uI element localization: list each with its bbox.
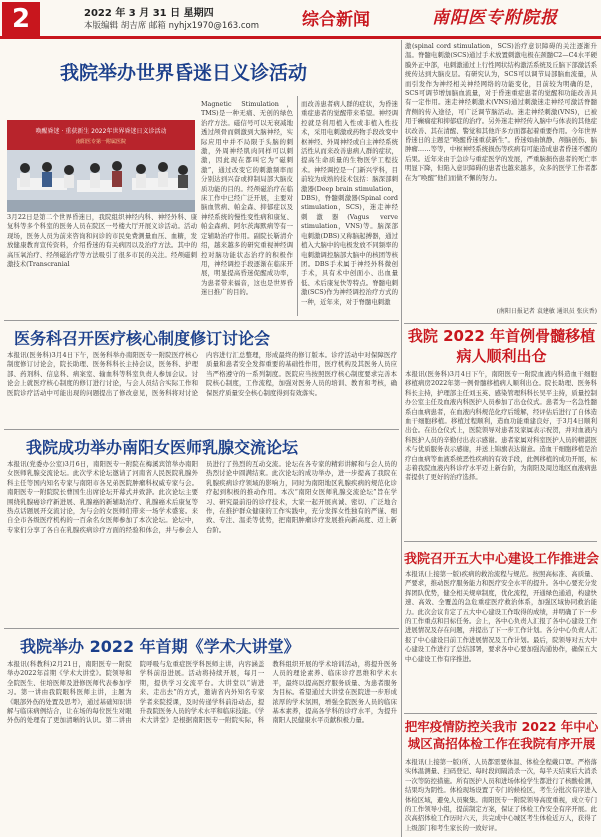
section-divider <box>4 628 399 629</box>
section-divider <box>4 429 399 430</box>
issue-date: 2022 年 3 月 31 日 星期四 <box>84 8 214 19</box>
masthead-rule <box>0 36 601 39</box>
photo-banner-text: 唤醒昏迷 · 重获新生 2022年世界昏迷日义诊活动 <box>35 128 167 135</box>
article-breast-forum-headline: 我院成功举办南阳女医师乳腺交流论坛 <box>26 438 299 457</box>
page-column-divider <box>401 40 402 837</box>
article-coma-day-headline: 我院举办世界昏迷日义诊活动 <box>60 62 308 84</box>
article-coma-day-byline: (南阳日报记者 袁建敏 通讯员 张庆香) <box>496 308 597 315</box>
article-exam-checkup-headline: 把牢疫情防控关我市 2022 年中心城区高招体检工作在我院有序开展 <box>404 719 599 751</box>
article-five-centers-body: 本报讯(上接第一版)疾病的救治流程与规范。按照高标准、高质量、严要求，推动医疗服务能力和医疗安全水平的提升。各中心要充分发挥团队优势，健全相关规章制度，优化流程，开通绿色通道，构建快速、高效、全覆盖的急危重症医疗救治体系，加强区域协同救治能力。此次会议肯定了五大中心建设工作取得的成绩，并明确了下一步的工作重点和目标任务。会上，各中心负责人汇报了各中心建设工作进展情况及存在问题，并提出了下一步工作计划。各分中心负责人汇报了中心建设目前工作进展情况及工作计划。最后，院领导对五大中心建设工作进行了总结部署，要求各中心要加强沟通协作，确保五大中心建设工作有序推进。 <box>405 570 597 663</box>
article-coma-day-col2: Magnetic Stimulation，TMS)是一种无痛、无创的绿色治疗方法。磁信号可以无衰减地透过颅骨而刺激到大脑神经，实际应用中并不局限于头脑的刺激，外周神经肌肉同样可以刺激，因此现在都叫它为“磁刺激”，通过改变它的刺激频率而分别达到兴奋或抑制局部大脑皮质功能的目的。经颅磁治疗在临床工作中已经广泛开展，主要对脑血管病、帕金森、抑郁症以及神经系统的慢性变性病和康复、帕金森病、阿尔茨海默病等有一定辅助治疗作用。副院长靳清介绍，越来越多的研究重视神经调控对脑功能状态治疗的积极作用，神经调控手段逐渐在临床开展，明显提高昏迷促醒成功率，为患者带来福音，这也是世界昏迷日推广的目的。 <box>201 100 293 297</box>
event-photo <box>7 120 195 212</box>
masthead <box>0 0 601 40</box>
article-exam-checkup-body: 本报讯(上接第一版)所、人员都需要体温、体检全程戴口罩。严格落实体温测量、扫码登记、每时段间隔消杀一次，每半天结束后大消杀一次等防控措施。所有医护人员和进场体检学生都进行了核酸检测，结果均为阴性。体检现场设置了专门的候检区，考生分批次有序进入体检区域，避免人员聚集。南阳医专一附院领导高度重视，成立专门的工作领导小组，提前制定方案，保证了体检工作安全有序开展。此次高招体检工作历时六天，共完成中心城区考生体检近万人，获得了上级部门和考生家长的一致好评。 <box>405 758 597 832</box>
section-divider <box>4 320 399 321</box>
section-divider <box>404 323 597 324</box>
paper-name: 南阳医专附院报 <box>432 8 558 28</box>
article-lecture-body: 本报讯(科教科)2月21日，南阳医专一附院举办2022年首期《学术大讲堂》。院领导和全院医生、住培医师及进修医师代表参加学习。第一讲由我院眼科医师主讲，主题为《眼部外伤的处置及思考》，通过基础知识讲解与临床病例结合，让在场的每位医生对眼外伤的处理有了更加清晰的认识。第二讲由院呼吸与危重症医学科医师主讲，内容涵盖学科前沿进展。活动将持续开展，每月一期，提供学习交流平台。大讲堂以“请进来、走出去”的方式，邀请省内外知名专家学者来院授课，及时传递学科前沿动态，提升我院医务人员的学术水平和临床技能。《学术大讲堂》是根据南阳医专一附院实际，科教科组织开展的学术培训活动，将提升医务人员的理论素养、临床诊疗思维和学术水平，最终以提高医疗服务质量、为患者服务为目标。希望通过大讲堂在医院进一步形成浓厚的学术氛围，增强全院医务人员的临床基本素养，提高各学科的诊疗水平，为提升南阳人民健康水平贡献积极力量。 <box>7 660 397 725</box>
article-coma-day-col4: 激(spinal cord stimulation，SCS)治疗意识障碍的关注逐渐升温。脊髓电刺激(SCS)通过手术放置刺激电极在颈髓C2—C4水平硬膜外正中部，电刺激通过上行性网状结构激活系统及丘脑下部激活系统传达到大脑皮层。有研究认为，SCS可以调节局部脑血流量，从而引发作为神经相关神经网络的功能变化，目前较为明确的是，SCS可调节增加脑血流量，对于昏迷重症患者的觉醒和功能改善具有一定作用。迷走神经刺激术(VNS)通过刺激迷走神经可激活脊髓背侧的传入途径，可广泛调节脑活动。迷走神经刺激(VNS)，已被用于癫痫症和抑郁症的治疗。另外迷走神经传入脑中与体表的其他症状改善、其在清醒、警觉和其他许多方面都起着重要作用。今年世界昏迷日的主题是“唤醒昏迷重获新生”。昏迷如曲镇静、颅脑创伤、脑肿瘤……等等，中枢神经系统损伤等疾病有可能造成患者昏迷不醒的后果。近年来由于急诊与重症医学的发展，严重脑损伤患者的死亡率明显下降，但陷入意识障碍的患者也越来越多，众多的医学工作者都在为“唤醒”他们而做不懈的努力。 <box>405 42 597 182</box>
article-lecture-headline: 我院举办 2022 年首期《学术大讲堂》 <box>20 637 300 656</box>
article-five-centers-headline: 我院召开五大中心建设工作推进会 <box>404 552 600 567</box>
article-bone-marrow-body: 本报讯(医务科)3月4日下午，南阳医专一附院血液内科造血干细胞移植病房2022年第一例骨髓移植病人顺利出仓。院长助理、医务科科长主持，护理部主任刘玉英、感染管理科科长吴平主持，质量控制办公室主任及血液内科医护人员参加了出仓仪式。患者为一名急性髓系白血病患者，在血液内科规范化疗后缓解，经评估后进行了自体造血干细胞移植。移植过程顺利，造血功能重建良好，于3月4日顺利出仓。在出仓仪式上，医院领导对患者及家属表示祝贺，并对血液内科医护人员的辛勤付出表示感谢。患者家属对科室医护人员的精湛医术与优质服务表示感谢，并送上锦旗表达谢意。造血干细胞移植是治疗白血病等血液系统恶性疾病的有效手段，此例移植的成功开展，标志着我院血液内科诊疗水平迈上新台阶，为南阳及周边地区血液病患者提供了更好的治疗选择。 <box>405 370 597 482</box>
section-title: 综合新闻 <box>302 10 370 30</box>
article-coma-day-col1: 3月22日是第二个世界昏迷日，我院组织神经内科、神经外科、康复科等多个科室的医务人员在院区一号楼大厅开展义诊活动。活动现场，医务人员为前来咨询和问诊的市民免费测量血压、血糖，发放健康教育宣传资料，介绍昏迷的有关病因以及治疗方法。其中的高压氧治疗、经颅磁治疗等方法吸引了很多市民的关注。经颅磁刺激技术(Transcranial <box>7 213 197 269</box>
event-photo-image <box>7 120 195 212</box>
page-number: 2 <box>2 2 40 36</box>
column-divider <box>297 96 298 316</box>
article-coma-day-col3: 而改善患者病人群的症状，为昏迷重症患者的觉醒带来希望。神经调控就是利用植入性或非植入性技术，采用电刺激或药物手段改变中枢神经、外周神经或自主神经系统活性从而来改善患病人群的症状，提高生命质量的生物医学工程技术。神经调控是一门新兴学科，目前较为成熟的技术包括：脑深部刺激器(Deep brain stimulation，DBS)，脊髓刺激器(Spinal cord stimulation，SCS)，迷走神经刺激器(Vagus verve stimulation，VNS)等。脑深部电刺激(DBS)又称脑起搏器，通过植入大脑中的电极发放不同频率的电刺激调控脑部大脑中的核团等核团。DBS手术属于神经外科微创手术，具有术中创面小、出血量低、术后康复快等特点。脊髓电刺激(SCS)作为神经调控治疗方式的一种，近年来，对于脊髓电刺激 <box>301 100 398 306</box>
photo-banner-subtext: 南阳医专第一附属医院 <box>75 139 127 145</box>
article-bone-marrow-headline: 我院 2022 年首例骨髓移植病人顺利出仓 <box>407 327 596 365</box>
section-divider <box>404 713 597 714</box>
article-core-system-headline: 医务科召开医疗核心制度修订讨论会 <box>14 329 271 348</box>
article-core-system-body: 本报讯(医务科)3月4日下午，医务科举办南阳医专一附院医疗核心制度修订讨论会，院长助理、医务科科长主持会议，医务科、护理部、药剂科、信息科、病案室、输血科等科室负责人参加会议。讨论会上就医疗核心制度的修订进行讨论，与会人员结合实际工作和医院诊疗活动中可能出现的问题提出了修改意见，医务科将对讨论内容进行汇总整理，形成最终的修订版本。诊疗活动中对保障医疗质量和患者安全发挥重要的基础性作用，医疗机构及其医务人员应当严格遵守的一系列制度。医院应当按照医疗核心制度要求完善本院核心制度，工作流程，加强对医务人员的培训、教育和考核，确保医疗质量安全核心制度得到有效落实。 <box>7 351 397 397</box>
editors-line: 本版编辑 胡吉席 邮箱 nyhjx1970@163.com <box>84 21 260 31</box>
section-divider <box>404 541 597 542</box>
article-breast-forum-body: 本报讯(党委办公室)3月6日，南阳医专一附院在梅溪宾馆举办南阳女医师乳腺交流论坛。此次学术论坛邀请了河南省人民医院乳腺外科主任等国内知名专家与南阳市各兄弟医院肿瘤科权威专家与会。南阳医专一附院院长曹国生出席论坛开幕式并致辞。此次论坛主要围绕乳腺癌诊疗新进展、乳腺癌的新辅助治疗、乳腺癌术后康复等热点话题展开交流讨论，为与会的女医师们带来一场学术盛宴。来自全市各级医疗机构的一百余名女医师参加了本次论坛。论坛中，专家们分享了各自在乳腺疾病诊疗方面的经验和体会，并与参会人员进行了热烈的互动交流。论坛在各专家的精彩讲解和与会人员的热烈讨论中圆满结束。此次论坛的成功举办，进一步提高了我院在乳腺疾病诊疗领域的影响力，同时为南阳地区乳腺疾病的规范化诊疗起到积极的推动作用。本次“南阳女医师乳腺交流论坛”旨在学习、研究最前沿的诊疗技术，大家一起开展真诚、密切、广泛地合作，在推护群众健康的工作实践中，充分发挥女性独有的严谨、细致、专注、温柔等优势，把南阳肿瘤诊疗发展推向新高度、迈上新台阶。 <box>7 460 397 534</box>
